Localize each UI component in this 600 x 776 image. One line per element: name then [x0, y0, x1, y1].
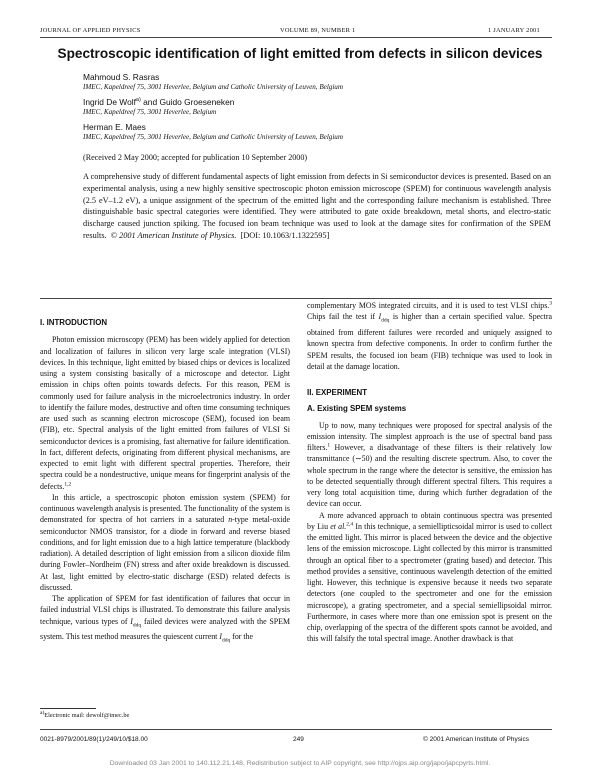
math-subscript: ddq: [221, 637, 231, 644]
abstract-rule: [40, 298, 552, 299]
paragraph-text: A more advanced approach to obtain continuous spectra was presented by Liu: [307, 510, 552, 531]
math-subscript: ddq: [381, 317, 390, 324]
affiliation-3: IMEC, Kapeldreef 75, 3001 Heverlee, Belgium and Catholic University of Leuven, Belgium: [83, 133, 343, 141]
subsection-heading: A. Existing SPEM systems: [307, 404, 407, 414]
footer-copyright: © 2001 American Institute of Physics: [423, 736, 529, 743]
author-line-3: [83, 122, 146, 132]
page-number: 249: [293, 736, 304, 743]
intro-paragraph-2: [40, 492, 290, 593]
section-heading-experiment: II. EXPERIMENT: [307, 388, 368, 398]
download-notice: Downloaded 03 Jan 2001 to 140.112.21.148. Redistribution subject to AIP copyright, see http://ojps.aip.org/japo/japcpyrts.html.: [109, 760, 491, 767]
paragraph-text: -type metal-oxide semiconductor NMOS transistor, for a diode in forward and reverse biased conditions, and for light emission due to a high lattice temperature (blackbody radiation). A detailed description of light emission from a silicon dioxide film during Fowler–Nordheim (FN) stress and after oxide breakdown is discussed. At last, light emitted by electro-static discharge (ESD) related defects is discussed.: [40, 515, 291, 592]
math-symbol: I: [378, 312, 382, 322]
experiment-paragraph-2: [307, 510, 552, 645]
footnote-text: Electronic mail: dewolf@imec.be: [44, 712, 130, 719]
paragraph-text: In this article, a spectroscopic photon emission system (SPEM) for continuous wavelength analysis is presented. The functionality of the system is demonstrated for spectra of hot carriers in a saturated: [40, 492, 290, 525]
abstract-copyright: © 2001 American Institute of Physics.: [110, 230, 237, 240]
paragraph-text: Chips fail the test if: [307, 312, 379, 322]
footnote-mark: a): [40, 709, 45, 716]
paragraph-text: In this technique, a semiellipticsoidal mirror is used to collect the emitted light. This mirror is placed between the device and the objective lens of the emission microscope. Light collected by this mirror is transmitted through an optical fiber to a spectrometer (grating based) and detector. This method provides a sensitive, continuous wavelength detection of the emitted light. However, this technique is expensive because it needs two separate detectors (one coupled to the spectrometer and one for the emission microscope), a grating spectrometer, and a special semiellipsoidal mirror. Furthermore, in cases where more than one emission spot is present on the chip, overlapping of the spectra of the different spots cannot be avoided, and this will falsify the total spectral image. Another drawback is that: [307, 521, 553, 644]
footnote: [40, 709, 130, 719]
paragraph-text: The application of SPEM for fast identification of failures that occur in failed industrial VLSI chips is illustrated. To demonstrate this failure analysis technique, various types of: [40, 594, 290, 626]
article-code: 0021-8979/2001/89(1)/249/10/$18.00: [40, 736, 148, 743]
issue-date: 1 JANUARY 2001: [488, 27, 540, 34]
journal-name: JOURNAL OF APPLIED PHYSICS: [40, 27, 141, 34]
paper-title: Spectroscopic identification of light emitted from defects in silicon devices: [57, 46, 543, 61]
section-heading-introduction: I. INTRODUCTION: [40, 318, 108, 327]
paragraph-text: is higher than a certain specified value. Spectra obtained from different failures were recorded and uniquely assigned to known spectra from defective components. In order to confirm further the SPEM results, the focused ion beam (FIB) technique was used to look in detail at the damage location.: [307, 312, 552, 371]
affiliation-1: IMEC, Kapeldreef 75, 3001 Heverlee, Belgium and Catholic University of Leuven, Belgium: [83, 83, 343, 91]
left-column: [40, 317, 290, 647]
citation: 1,2: [64, 480, 72, 487]
author-name: Mahmoud S. Rasras: [83, 72, 160, 82]
paragraph-text: Up to now, many techniques were proposed for spectral analysis of the emission intensity. The simplest approach is the use of spectral band pass filters.: [307, 420, 552, 453]
paragraph-text: Photon emission microscopy (PEM) has been widely applied for detection and localization of failures in silicon very large scale integration (VLSI) devices. In this technique, light emitted by biased chips or devices is localized using a system consisting basically of a microscope and detector. Light emission in chips often points towards defects. For this reason, PEM is commonly used for failure analysis in the microelectronics industry. In order to identify the failure modes, destructive and often time consuming techniques are used such as scanning electron microscope (SEM), focused ion beam (FIB), etc. Spectral analysis of the light emitted from failures of VLSI Si semiconductor devices is a promising, fast alternative for failure identification. In fact, different defects, originating from different physical mechanisms, are expected to emit light with different spectral properties. Therefore, their spectra could be a nondestructive, unique means for fingerprint analysis of the defects.: [40, 335, 290, 491]
footer-rule: [40, 729, 552, 730]
author-name: Ingrid De Wolf: [83, 97, 136, 107]
intro-paragraph-1: [40, 334, 290, 492]
continued-paragraph: [307, 300, 552, 372]
italic-text: et al.: [330, 521, 347, 531]
doi: [DOI: 10.1063/1.1322595]: [240, 230, 330, 240]
citation: 2,4: [346, 521, 354, 528]
author-line-2: [83, 97, 234, 107]
abstract: [83, 171, 551, 242]
footnote-rule: [40, 708, 96, 709]
math-symbol: I: [219, 632, 222, 642]
italic-text: n: [228, 515, 233, 525]
author-name: Herman E. Maes: [83, 122, 146, 132]
citation: 1: [327, 442, 331, 449]
paragraph-text: However, a disadvantage of these filters is their relatively low transmittance (∼50) and the resulting discrete spectrum. Also, to cover the whole spectrum in the range where the detector is sensitive, the emission has to be detected sequentially through different spectral filters. This requires a very long total acquisition time, during which further degradation of the device can occur.: [307, 443, 552, 509]
author-name-2: and Guido Groeseneken: [140, 97, 235, 107]
experiment-paragraph-1: [307, 420, 552, 510]
paragraph-text: for the: [230, 632, 254, 642]
affiliation-2: IMEC, Kapeldreef 75, 3001 Heverlee, Belgium: [83, 108, 217, 116]
author-line-1: [83, 72, 159, 82]
author-footnote-mark: a): [135, 97, 141, 104]
abstract-text: A comprehensive study of different fundamental aspects of light emission from defects in Si semiconductor devices is presented. Based on an experimental analysis, using a new highly sensitive spectroscopic photon emission microscope (SPEM) for continuous wavelength analysis (2.5 eV–1.2 eV), a unique assignment of the spectrum of the emitted light and the corresponding failure mechanism is established. Three distinguishable basic spectral categories were identified. They were attributed to gate oxide breakdown, metal shorts, and electro-static discharge caused junction spiking. The focused ion beam technique was used to look at the damage sites for confirmation of the SPEM results.: [83, 172, 551, 240]
volume-number: VOLUME 89, NUMBER 1: [280, 27, 356, 34]
received-dates: (Received 2 May 2000; accepted for publication 10 September 2000): [83, 153, 308, 162]
citation: 3: [549, 300, 552, 307]
right-column: [307, 300, 552, 645]
math-subscript: ddq: [132, 622, 142, 629]
math-symbol: I: [130, 616, 133, 626]
header-rule: [40, 37, 552, 38]
paragraph-text: complementary MOS integrated circuits, and it is used to test VLSI chips.: [307, 301, 550, 310]
intro-paragraph-3: [40, 593, 290, 647]
paragraph-text: failed devices were analyzed with the SPEM system. This test method measures the quiescent current: [40, 616, 290, 642]
